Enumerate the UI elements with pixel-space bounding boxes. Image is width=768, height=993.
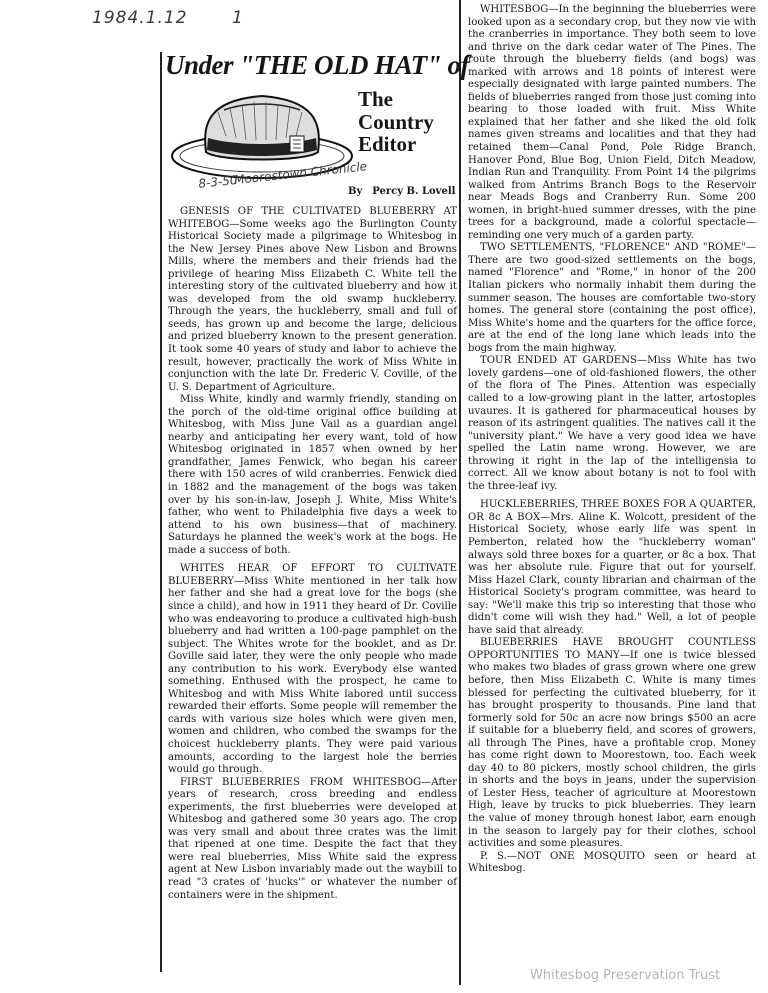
clipping-note-source: Moorestown Chronicle: [233, 159, 368, 188]
left-article-column: [168, 206, 457, 902]
handwritten-page-number: 1: [232, 8, 243, 28]
column-rule-left: [160, 52, 162, 972]
article-paragraph: WHITES HEAR OF EFFORT TO CULTIVATE BLUEBERRY—Miss White mentioned in her talk how her father and she had a great love for the bogs (she since a child), and how in 1911 they heard of Dr. Coville who was endeavoring to produce a cultivated high-bush blueberry and had written a 100-page pamphlet on the subject. The Whites wrote for the booklet, and as Dr. Goville said later, they were the only people who made any contribution to his work. Everybody else wanted something. Enthused with the prospect, he came to Whitesbog and with Miss White labored until success rewarded their efforts. Some people will remember the cards with various size holes which were given men, women and children, who combed the swamps for the choicest huckleberry plants. They were paid various amounts, according to the largest hole the berries would go through.: [168, 563, 457, 776]
subtitle-line: Editor: [358, 132, 417, 157]
article-paragraph: GENESIS OF THE CULTIVATED BLUEBERRY AT WHITEBOG—Some weeks ago the Burlington County Historical Society made a pilgrimage to Whitesbog in the New Jersey Pines above New Lisbon and Browns Mills, where the members and their friends had the privilege of hearing Miss Elizabeth C. White tell the interesting story of the cultivated blueberry and how it was developed from the old swamp huckleberry. Through the years, the huckleberry, small and full of seeds, has grown up and become the large, delicious and prized blueberry known to the present generation. It took some 40 years of study and labor to achieve the result, however, practically the work of Miss White in conjunction with the late Dr. Frederic V. Coville, of the U. S. Department of Agriculture.: [168, 206, 457, 393]
article-paragraph: BLUEBERRIES HAVE BROUGHT COUNTLESS OPPORTUNITIES TO MANY—If one is twice blessed who makes two blades of grass grown where one grew before, then Miss Elizabeth C. White is many times blessed for perfecting the cultivated blueberry, for it has brought prosperity to thousands. Pine land that formerly sold for 50c an acre now brings $500 an acre if suitable for a blueberry field, and scores of growers, all through The Pines, have a profitable crop. Money has come right down to Moorestown, too. Each week day 40 to 80 pickers, mostly school children, the girls in shorts and the boys in jeans, under the supervision of Lester Hess, teacher of agriculture at Moorestown High, leave by trucks to pick blueberries. They learn the value of money through honest labor, earn enough in the season to largely pay for their clothes, school activities and some pleasures.: [468, 637, 756, 850]
article-paragraph: HUCKLEBERRIES, THREE BOXES FOR A QUARTER, OR 8c A BOX—Mrs. Aline K. Wolcott, president of the Historical Society, whose early life was spent in Pemberton, related how the "huckleberry woman" always sold three boxes for a quarter, or 8c a box. That was her absolute rule. Figure that out for yourself. Miss Hazel Clark, county librarian and chairman of the Historical Society's program committee, was heard to say: "We'll make this trip so interesting that those who didn't come will wish they had." Well, a lot of people have said that already.: [468, 499, 756, 636]
right-article-column: [468, 4, 756, 876]
watermark: Whitesbog Preservation Trust: [530, 968, 721, 983]
article-paragraph: P. S.—NOT ONE MOSQUITO seen or heard at Whitesbog.: [468, 850, 756, 875]
article-paragraph: TOUR ENDED AT GARDENS—Miss White has two lovely gardens—one of old-fashioned flowers, the other of the flora of The Pines. Attention was especially called to a low-growing plant in the latter, artostoples uvaures. It is gathered for pharmaceutical houses by reason of its astringent qualities. The natives call it the "university plant." We have a very good idea we have spelled the Latin name wrong. However, we are throwing it right in the lap of the intelligensia to correct. All we know about botany is not to fool with the three-leaf ivy.: [468, 355, 756, 492]
subtitle-line: Country: [358, 109, 434, 134]
byline: By Percy B. Lovell: [348, 186, 456, 197]
handwritten-date: 1984.1.12: [92, 8, 188, 28]
column-title: Under "THE OLD HAT" of: [165, 50, 469, 80]
article-paragraph: TWO SETTLEMENTS, "FLORENCE" AND "ROME"—There are two good-sized settlements on the bogs, named "Florence" and "Rome," in honor of the 200 Italian pickers who normally inhabit them during the summer season. The houses are comfortable two-story homes. The general store (containing the post office), Miss White's home and the quarters for the office force, are at the end of the long lane which leads into the bogs from the main highway.: [468, 242, 756, 354]
column-subtitle: [358, 88, 454, 156]
column-rule-middle: [459, 0, 461, 985]
article-paragraph: WHITESBOG—In the beginning the blueberries were looked upon as a secondary crop, but they now vie with the cranberries in importance. They both seem to love and thrive on the dark cedar water of The Pines. The route through the blueberry fields (and bogs) was marked with arrows and 18 points of interest were especially designated with large painted numbers. The fields of blueberries ranged from those just coming into bearing to those loaded with fruit. Miss White explained that her father and she liked the old folk names given streams and localities and that they had retained them—Canal Pond, Pole Ridge Branch, Hanover Pond, Blue Bog, Union Field, Ditch Meadow, Indian Run and Tranquility. From Point 14 the pilgrims walked from Antrims Branch Bogs to the Reservoir near Meads Bogs and Cranberry Run. Some 200 women, in bright-hued summer dresses, with the pine trees for a background, made a colorful spectacle—reminding one very much of a garden party.: [468, 4, 756, 241]
article-paragraph: FIRST BLUEBERRIES FROM WHITESBOG—After years of research, cross breeding and endless experiments, the first blueberries were developed at Whitesbog and gathered some 30 years ago. The crop was very small and about three crates was the limit that ripened at one time. Despite the fact that they were real blueberries, Miss White said the express agent at New Lisbon invariably made out the waybill to read "3 crates of 'hucks'" or whatever the number of containers were in the shipment.: [168, 776, 457, 901]
clipping-note-date: 8-3-50: [197, 172, 239, 191]
article-paragraph: Miss White, kindly and warmly friendly, standing on the porch of the old-time original office building at Whitesbog, with Miss June Vail as a guardian angel nearby and anticipating her every want, told of how Whitesbog originated in 1857 when owned by her grandfather, James Fenwick, who began his career there with 150 acres of wild cranberries. Fenwick died in 1882 and the management of the bogs was taken over by his son-in-law, Joseph J. White, Miss White's father, who went to Philadelphia five days a week to attend to his own business—that of machinery. Saturdays he planned the week's work at the bogs. He made a success of both.: [168, 394, 457, 556]
subtitle-line: The: [358, 87, 394, 111]
